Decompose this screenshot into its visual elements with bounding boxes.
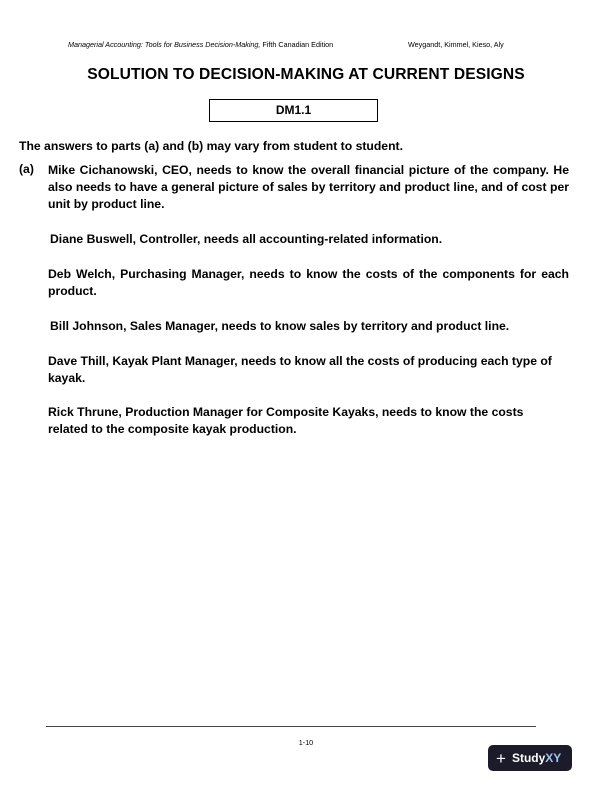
page-title: SOLUTION TO DECISION-MAKING AT CURRENT DESIGNS: [87, 66, 525, 83]
part-a-label: (a): [19, 162, 34, 176]
paragraph-controller: Diane Buswell, Controller, needs all accounting-related information.: [50, 232, 443, 246]
edition: Fifth Canadian Edition: [260, 40, 334, 49]
paragraph-plant: Dave Thill, Kayak Plant Manager, needs to know all the costs of producing each type of kayak.: [48, 354, 552, 385]
book-title: Managerial Accounting: Tools for Business Decision-Making,: [68, 40, 261, 49]
header-book-title: [68, 40, 333, 49]
paragraph-purchasing: Deb Welch, Purchasing Manager, needs to know the costs of the components for each product.: [48, 267, 569, 298]
page-number: 1-10: [298, 738, 314, 747]
paragraph-production: Rick Thrune, Production Manager for Composite Kayaks, needs to know the costs related to the composite kayak production.: [48, 405, 524, 436]
studyxy-badge[interactable]: [488, 745, 572, 771]
paragraph-ceo: Mike Cichanowski, CEO, needs to know the overall financial picture of the company. He also needs to have a general picture of sales by territory and product line, and of cost per unit by product line.: [48, 163, 569, 211]
footer-divider: [46, 726, 536, 727]
intro-text: The answers to parts (a) and (b) may vary from student to student.: [19, 139, 403, 153]
badge-accent: XY: [545, 751, 562, 765]
problem-label-box: DM1.1: [209, 99, 378, 122]
plus-icon: +: [496, 748, 506, 768]
header-authors: Weygandt, Kimmel, Kieso, Aly: [408, 40, 504, 49]
paragraph-sales: Bill Johnson, Sales Manager, needs to know sales by territory and product line.: [50, 319, 510, 333]
badge-text: Study: [511, 751, 546, 765]
